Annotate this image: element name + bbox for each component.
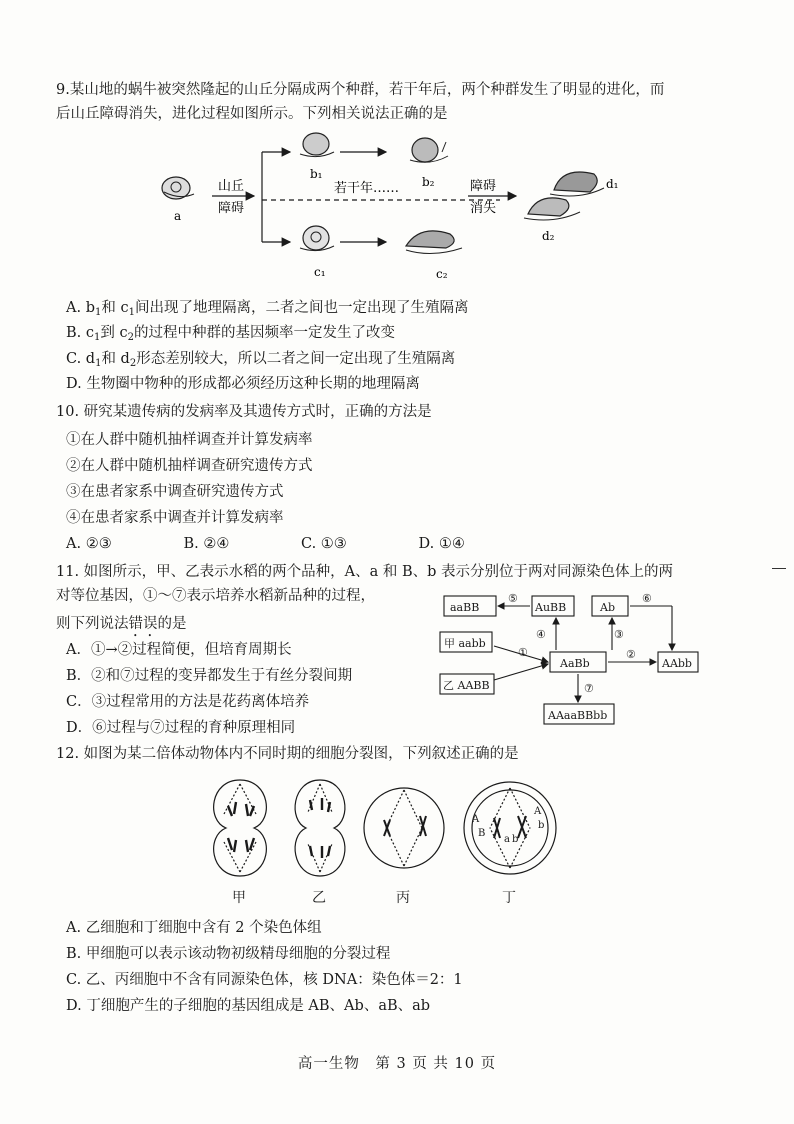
label-a: a (174, 209, 182, 223)
label-vanish-top: 障碍 (470, 179, 497, 194)
q10-stem: 10. 研究某遗传病的发病率及其遗传方式时，正确的方法是 (56, 404, 432, 420)
label-vanish-bottom: 消失 (470, 201, 497, 216)
step-1: ① (518, 646, 528, 659)
box-jia: 甲 aabb (444, 637, 486, 650)
box-aabb-top: aaBB (450, 601, 480, 614)
label-barrier-bottom: 障碍 (218, 201, 245, 216)
step-3: ③ (614, 628, 624, 641)
gene-label-a3: A (534, 806, 542, 817)
snail-c1-icon (300, 226, 334, 251)
q10-choice-d: D. ①④ (418, 536, 465, 552)
label-d2: d₂ (542, 229, 555, 243)
q11-option-d: D．⑥过程与⑦过程的育种原理相同 (66, 720, 296, 736)
box-aaaabbbb: AAaaBBbb (548, 709, 608, 722)
q11-breeding-diagram (436, 588, 706, 728)
q11-stem-line-3: 则下列说法错误的是 (56, 616, 187, 632)
q11-stem-line-1: 11. 如图所示，甲、乙表示水稻的两个品种，A、a 和 B、b 表示分别位于两对同源染色体上的两 (56, 564, 674, 580)
gene-label-b2: b (512, 834, 519, 845)
cell-label-ding: 丁 (502, 890, 516, 906)
cell-label-yi: 乙 (312, 890, 326, 906)
q9-stem-line-2: 后山丘障碍消失，进化过程如图所示。下列相关说法正确的是 (56, 106, 448, 122)
step-2: ② (626, 648, 636, 661)
box-aabb-right: AAbb (662, 657, 692, 670)
box-aubb: AuBB (535, 601, 567, 614)
label-c1: c₁ (314, 265, 326, 279)
q9-option-b: B. $c_1$到 $c_2$的过程中种群的基因频率一定发生了改变 (66, 325, 395, 343)
q12-option-d: D. 丁细胞产生的子细胞的基因组成是 AB、Ab、aB、ab (66, 998, 431, 1014)
step-7: ⑦ (584, 682, 594, 695)
gene-label-b3: b (538, 820, 545, 831)
q11-option-c: C．③过程常用的方法是花药离体培养 (66, 694, 310, 710)
page-footer: 高一生物 第 3 页 共 10 页 (297, 1056, 497, 1072)
snail-d1-icon (550, 172, 604, 196)
box-ab: Ab (600, 601, 615, 614)
label-c2: c₂ (436, 267, 448, 281)
cell-label-jia: 甲 (232, 890, 246, 906)
step-5: ⑤ (508, 592, 518, 605)
q10-item-4: ④在患者家系中调查并计算发病率 (66, 510, 284, 526)
q10-item-3: ③在患者家系中调查研究遗传方式 (66, 484, 284, 500)
q12-stem: 12. 如图为某二倍体动物体内不同时期的细胞分裂图，下列叙述正确的是 (56, 746, 519, 762)
q9-stem-line-1: 9.某山地的蜗牛被突然隆起的山丘分隔成两个种群，若干年后，两个种群发生了明显的进化，而 (56, 82, 665, 98)
cell-label-bing: 丙 (396, 890, 410, 906)
q11-stem-line-2: 对等位基因，①～⑦表示培养水稻新品种的过程， (56, 588, 375, 604)
q12-option-b: B. 甲细胞可以表示该动物初级精母细胞的分裂过程 (66, 946, 391, 962)
label-b2: b₂ (422, 175, 435, 189)
gene-label-b1: B (478, 828, 486, 839)
q12-option-c: C. 乙、丙细胞中不含有同源染色体，核 DNA：染色体＝2：1 (66, 972, 463, 988)
gene-label-a2: a (504, 834, 510, 845)
box-yi: 乙 AABB (443, 679, 490, 692)
q10-choice-b: B. ②④ (183, 536, 230, 552)
q9-option-a: A. $b_1$和 $c_1$间出现了地理隔离，二者之间也一定出现了生殖隔离 (66, 300, 469, 318)
snail-b1-icon (300, 133, 334, 157)
q9-option-d: D. 生物圈中物种的形成都必须经历这种长期的地理隔离 (66, 376, 420, 392)
q9-option-c: C. $d_1$和 $d_2$形态差别较大，所以二者之间一定出现了生殖隔离 (66, 351, 456, 369)
q12-cell-division-figure (200, 770, 580, 910)
margin-mark (772, 568, 786, 569)
snail-d2-icon (524, 198, 580, 220)
label-b1: b₁ (310, 167, 323, 181)
q12-option-a: A. 乙细胞和丁细胞中含有 2 个染色体组 (66, 920, 322, 936)
snail-c2-icon (406, 231, 462, 254)
label-years: 若干年…… (334, 181, 400, 196)
q11-option-b: B．②和⑦过程的变异都发生于有丝分裂间期 (66, 668, 353, 684)
q11-option-a: A．①→②过程简便，但培育周期长 (66, 642, 292, 658)
snail-b2-icon (410, 138, 448, 162)
label-d1: d₁ (606, 177, 619, 191)
snail-a-icon (162, 177, 194, 199)
box-aabb-mid: AaBb (560, 657, 590, 670)
step-4: ④ (536, 628, 546, 641)
label-barrier-top: 山丘 (218, 179, 245, 194)
q10-choices (66, 536, 536, 552)
q10-choice-a: A. ②③ (66, 536, 112, 552)
q10-choice-c: C. ①③ (301, 536, 347, 552)
gene-label-a1: A (472, 814, 480, 825)
q10-item-2: ②在人群中随机抽样调查研究遗传方式 (66, 458, 313, 474)
step-6: ⑥ (642, 592, 652, 605)
q10-item-1: ①在人群中随机抽样调查并计算发病率 (66, 432, 313, 448)
q9-snail-evolution-figure (150, 130, 650, 290)
